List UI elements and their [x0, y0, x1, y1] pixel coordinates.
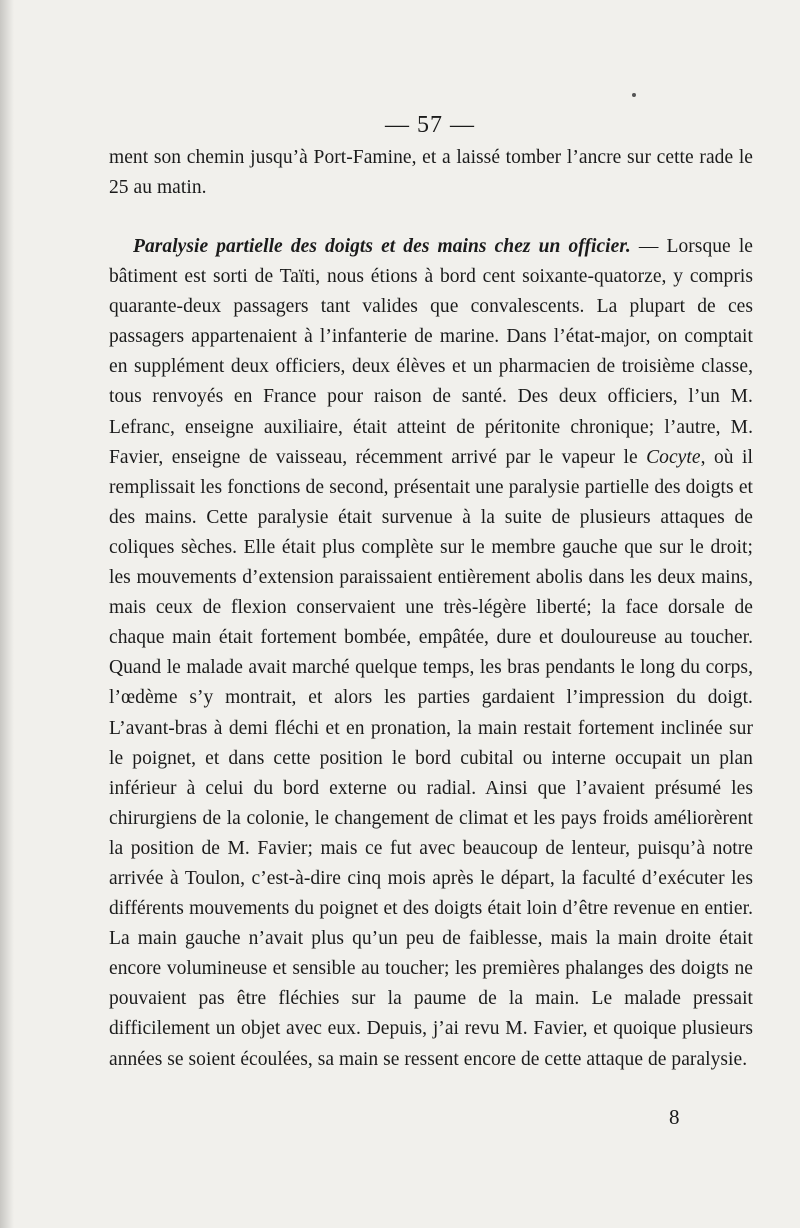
- paragraph-2: [109, 232, 753, 1075]
- signature-mark: 8: [669, 1105, 680, 1129]
- page-number: — 57 —: [385, 112, 475, 138]
- paragraph-2-text-2: , où il remplissait les fonctions de second, présentait une paralysie partielle des doigts et des mains. Cette paralysie était survenue à la suite de plusieurs attaques de coliques sèches. Elle était plus complète sur le membre gauche que sur le droit; les mouvements d’extension paraissaient entièrement abolis dans les deux mains, mais ceux de flexion conservaient une très-légère liberté; la face dorsale de chaque main était fortement bombée, empâtée, dure et douloureuse au toucher. Quand le malade avait marché quelque temps, les bras pendants le long du corps, l’œdème s’y montrait, et alors les parties gardaient l’impression du doigt. L’avant-bras à demi fléchi et en pronation, la main restait fortement inclinée sur le poignet, et dans cette position le bord cubital ou interne occupait un plan inférieur à celui du bord externe ou radial. Ainsi que l’avaient présumé les chirurgiens de la colonie, le changement de climat et les pays froids améliorèrent la position de M. Favier; mais ce fut avec beaucoup de lenteur, puisqu’à notre arrivée à Toulon, c’est-à-dire cinq mois après le départ, la faculté d’exécuter les différents mouvements du poignet et des doigts était loin d’être revenue en entier. La main gauche n’avait plus qu’un peu de faiblesse, mais la main droite était encore volumineuse et sensible au toucher; les premières phalanges des doigts ne pouvaient pas être fléchies sur la paume de la main. Le malade pressait difficilement un objet avec eux. Depuis, j’ai revu M. Favier, et quoique plusieurs années se soient écoulées, sa main se ressent encore de cette attaque de paralysie.: [109, 446, 753, 1070]
- section-heading: Paralysie partielle des doigts et des mains chez un officier.: [133, 236, 631, 257]
- ink-speck: [632, 93, 636, 97]
- ship-name: Cocyte: [646, 446, 701, 468]
- page-binding-shadow: [0, 0, 14, 1228]
- paragraph-2-text-1: — Lorsque le bâtiment est sorti de Taïti, nous étions à bord cent soixante-quatorze, y compris quarante-deux passagers tant valides que convalescents. La plupart de ces passagers appartenaient à l’infanterie de marine. Dans l’état-major, on comptait en supplément deux officiers, deux élèves et un pharmacien de troisième classe, tous renvoyés en France pour raison de santé. Des deux officiers, l’un M. Lefranc, enseigne auxiliaire, était atteint de péritonite chronique; l’autre, M. Favier, enseigne de vaisseau, récemment arrivé par le vapeur le: [109, 236, 753, 468]
- paragraph-1: ment son chemin jusqu’à Port-Famine, et a laissé tomber l’ancre sur cette rade le 25 au matin.: [109, 147, 753, 199]
